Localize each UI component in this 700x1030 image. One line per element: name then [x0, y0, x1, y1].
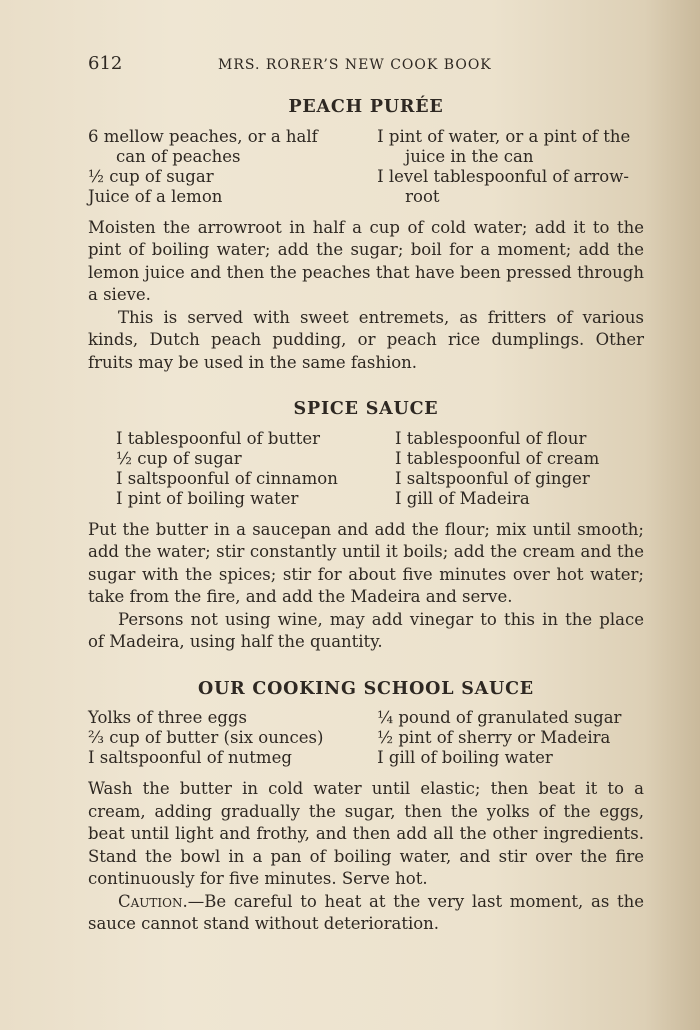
page-content: [88, 96, 644, 936]
ingredient: I pint of boiling water: [116, 488, 299, 508]
ingredient: ⅔ cup of butter (six ounces): [88, 728, 324, 747]
ingredient: Yolks of three eggs: [88, 708, 247, 727]
ingredients-right: [363, 708, 644, 768]
ingredient: I pint of water, or a pint of the: [377, 126, 631, 146]
instructions: Wash the butter in cold water until elastic; then beat it to a cream, adding gradually the sugar, then the yolks of the eggs, beat until light and frothy, and then add all the other ingredients. Stand the bowl in a pan of boiling water, and stir over the fire continuously for five minutes. Serve hot.: [88, 779, 644, 888]
caution-label: Caution.: [118, 891, 188, 911]
ingredient: I saltspoonful of cinnamon: [116, 468, 338, 488]
ingredients-right: [365, 429, 644, 509]
instructions: Persons not using wine, may add vinegar to this in the place of Madeira, using half the quantity.: [88, 609, 644, 651]
running-head: MRS. RORER’S NEW COOK BOOK: [218, 57, 492, 73]
recipe-title: PEACH PURÉE: [288, 97, 444, 117]
ingredients: [88, 708, 644, 768]
ingredients-left: [88, 127, 355, 207]
ingredient: I tablespoonful of butter: [116, 428, 321, 448]
caution-note: [88, 891, 644, 936]
ingredient: I saltspoonful of ginger: [395, 468, 590, 488]
recipe-spice-sauce: [88, 398, 644, 654]
ingredient: can of peaches: [116, 146, 241, 166]
ingredients-right: [377, 127, 644, 207]
ingredients-left: [88, 429, 365, 509]
instructions: Moisten the arrowroot in half a cup of cold water; add it to the pint of boiling water; add the sugar; boil for a moment; add the lemon juice and then the peaches that have been pressed through a sieve.: [88, 217, 644, 304]
recipe-peach-puree: [88, 96, 644, 374]
ingredients: [88, 429, 644, 509]
ingredient: I tablespoonful of flour: [395, 428, 587, 448]
ingredient: I saltspoonful of nutmeg: [88, 748, 292, 767]
recipe-cooking-school-sauce: [88, 678, 644, 936]
ingredient: I tablespoonful of cream: [395, 448, 600, 468]
ingredient: ½ cup of sugar: [88, 166, 214, 186]
ingredients: [88, 127, 644, 207]
ingredient: I gill of boiling water: [377, 748, 553, 767]
ingredient: juice in the can: [405, 146, 534, 166]
ingredient: I gill of Madeira: [395, 488, 530, 508]
instructions: This is served with sweet entremets, as fritters of various kinds, Dutch peach pudding, or peach rice dumplings. Other fruits may be used in the same fashion.: [88, 307, 644, 372]
ingredient: ½ pint of sherry or Madeira: [377, 728, 611, 747]
page-header: [88, 53, 648, 79]
ingredient: I level tablespoonful of arrow-: [377, 166, 629, 186]
ingredients-left: [88, 708, 355, 768]
instructions: Put the butter in a saucepan and add the flour; mix until smooth; add the water; stir constantly until it boils; add the cream and the sugar with the spices; stir for about five minutes over hot water; take from the fire, and add the Madeira and serve.: [88, 519, 644, 606]
caution-text: —Be careful to heat at the very last moment, as the sauce cannot stand without deterioration.: [88, 891, 644, 933]
ingredient: ¼ pound of granulated sugar: [377, 708, 622, 727]
ingredient: ½ cup of sugar: [116, 448, 242, 468]
recipe-title: SPICE SAUCE: [293, 399, 439, 419]
ingredient: Juice of a lemon: [88, 186, 223, 206]
recipe-title: OUR COOKING SCHOOL SAUCE: [198, 678, 534, 699]
ingredient: root: [405, 186, 440, 206]
page-number: 612: [88, 53, 123, 74]
ingredient: 6 mellow peaches, or a half: [88, 126, 318, 146]
